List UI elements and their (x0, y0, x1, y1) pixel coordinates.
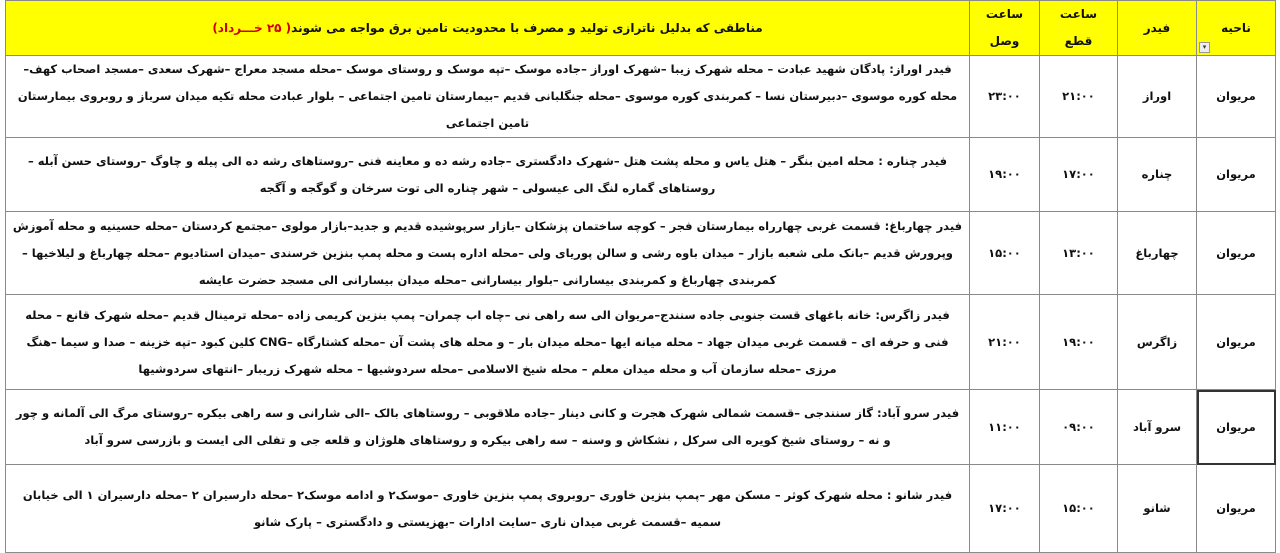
table-row (6, 138, 1276, 212)
cell-cut-time[interactable]: ۰۹:۰۰ (1040, 390, 1118, 465)
header-cut-time[interactable]: ساعت قطع (1040, 1, 1118, 56)
cell-cut-time[interactable]: ۱۳:۰۰ (1040, 212, 1118, 295)
cell-feeder[interactable]: چهارباغ (1118, 212, 1197, 295)
cell-district[interactable]: مریوان (1197, 56, 1276, 138)
filter-dropdown-icon[interactable]: ▾ (1199, 42, 1210, 53)
header-date: ( ۲۵ خـــرداد) (212, 20, 292, 35)
cell-cut-time[interactable]: ۱۵:۰۰ (1040, 465, 1118, 553)
cell-areas[interactable]: فیدر زاگرس: خانه باغهای قست جنوبی جاده سنندج–مریوان الی سه راهی نی –چاه اب چمران– پمپ بنزین کریمی زاده –محله ترمینال قدیم –محله شهرک قانع – محله فنی و حرفه ای – قسمت غربی میدان جهاد – محله میانه ایها –محله میدان بار – و محله های پشت آن –محله کشتارگاه –CNG کلین کبود –تپه خزینه – صدا و سیما –هنگ مرزی –محله سازمان آب و محله میدان معلم – محله شیخ الاسلامی –محله سردوشیها – محله شهرک زریبار –انتهای سردوشیها (6, 295, 970, 390)
cell-connect-time[interactable]: ۲۳:۰۰ (970, 56, 1040, 138)
table-row (6, 465, 1276, 553)
cell-district[interactable]: مریوان (1197, 295, 1276, 390)
cell-cut-time[interactable]: ۲۱:۰۰ (1040, 56, 1118, 138)
cell-connect-time[interactable]: ۱۹:۰۰ (970, 138, 1040, 212)
cell-areas[interactable]: فیدر چناره : محله امین بنگر – هتل یاس و محله پشت هتل –شهرک دادگستری –جاده رشه ده و معاینه فنی –روستاهای رشه ده الی پیله و چاوگ –روستای حسن آبله –روستاهای گماره لنگ الی عیسولی – شهر چناره الی توت سرخان و گوگجه و آگجه (6, 138, 970, 212)
cell-areas[interactable]: فیدر سرو آباد: گاز سنندجی –قسمت شمالی شهرک هجرت و کانی دینار –جاده ملاقوبی – روستاهای بالک –الی شارانی و سه راهی بیکره –روستای مرگ الی آلمانه و چور و نه – روستای شیخ کویره الی سرکل , نشکاش و وسنه – سه راهی بیکره و روستاهای هلوژان و قلعه جی و تفلی الی ایست و بازرسی سرو آباد (6, 390, 970, 465)
cell-connect-time[interactable]: ۱۵:۰۰ (970, 212, 1040, 295)
cell-connect-time[interactable]: ۱۱:۰۰ (970, 390, 1040, 465)
header-connect-time[interactable]: ساعت وصل (970, 1, 1040, 56)
cell-feeder[interactable]: چناره (1118, 138, 1197, 212)
cell-areas[interactable]: فیدر شانو : محله شهرک کوثر – مسکن مهر –پمپ بنزین خاوری –روبروی پمپ بنزین خاوری –موسک۲ و ادامه موسک۲ –محله دارسیران ۲ –محله دارسیران ۱ الی خیابان سمیه –قسمت غربی میدان ناری –سایت ادارات –بهزیستی و دادگستری – پارک شانو (6, 465, 970, 553)
header-row (6, 1, 1276, 56)
cell-district[interactable]: مریوان (1197, 138, 1276, 212)
header-district[interactable]: ناحیه ▾ (1197, 1, 1276, 56)
cell-areas[interactable]: فیدر اوراز: پادگان شهید عبادت – محله شهرک زیبا –شهرک اوراز –جاده موسک –تپه موسک و روستای موسک –محله مسجد معراج –شهرک سعدی –مسجد اصحاب کهف– محله کوره موسوی –دبیرستان نسا – کمربندی کوره موسوی –محله جنگلبانی قدیم –بیمارستان تامین اجتماعی – بلوار عبادت محله تکیه میدان سرباز و روبروی بیمارستان تامین اجتماعی (6, 56, 970, 138)
table-row (6, 390, 1276, 465)
table-row (6, 295, 1276, 390)
cell-feeder[interactable]: سرو آباد (1118, 390, 1197, 465)
cell-connect-time[interactable]: ۲۱:۰۰ (970, 295, 1040, 390)
table-row (6, 212, 1276, 295)
cell-district[interactable]: مریوان (1197, 465, 1276, 553)
cell-feeder[interactable]: اوراز (1118, 56, 1197, 138)
cell-district[interactable]: مریوان (1197, 390, 1276, 465)
cell-cut-time[interactable]: ۱۹:۰۰ (1040, 295, 1118, 390)
cell-feeder[interactable]: زاگرس (1118, 295, 1197, 390)
cell-feeder[interactable]: شانو (1118, 465, 1197, 553)
cell-district[interactable]: مریوان (1197, 212, 1276, 295)
power-outage-schedule-table (5, 0, 1276, 553)
cell-connect-time[interactable]: ۱۷:۰۰ (970, 465, 1040, 553)
header-feeder[interactable]: فیدر (1118, 1, 1197, 56)
cell-areas[interactable]: فیدر چهارباغ: قسمت غربی چهارراه بیمارستان فجر – کوچه ساختمان پزشکان –بازار سرپوشیده قدیم و جدید–بازار مولوی –مجتمع کردستان –محله حسینیه و محله آموزش وپرورش قدیم –بانک ملی شعبه بازار – میدان باوه رشی و سالن پوریای ولی –محله اداره پست و محله پمپ بنزین خرسندی –میدان استادیوم –محله چهارباغ و لیلاخیها –کمربندی چهارباغ و کمربندی بیسارانی –بلوار بیسارانی –محله میدان بیسارانی الی مسجد حضرت عایشه (6, 212, 970, 295)
header-areas[interactable]: مناطقی که بدلیل ناترازی تولید و مصرف با محدودیت تامین برق مواجه می شوند( ۲۵ خـــرداد) (6, 1, 970, 56)
cell-cut-time[interactable]: ۱۷:۰۰ (1040, 138, 1118, 212)
table-row (6, 56, 1276, 138)
